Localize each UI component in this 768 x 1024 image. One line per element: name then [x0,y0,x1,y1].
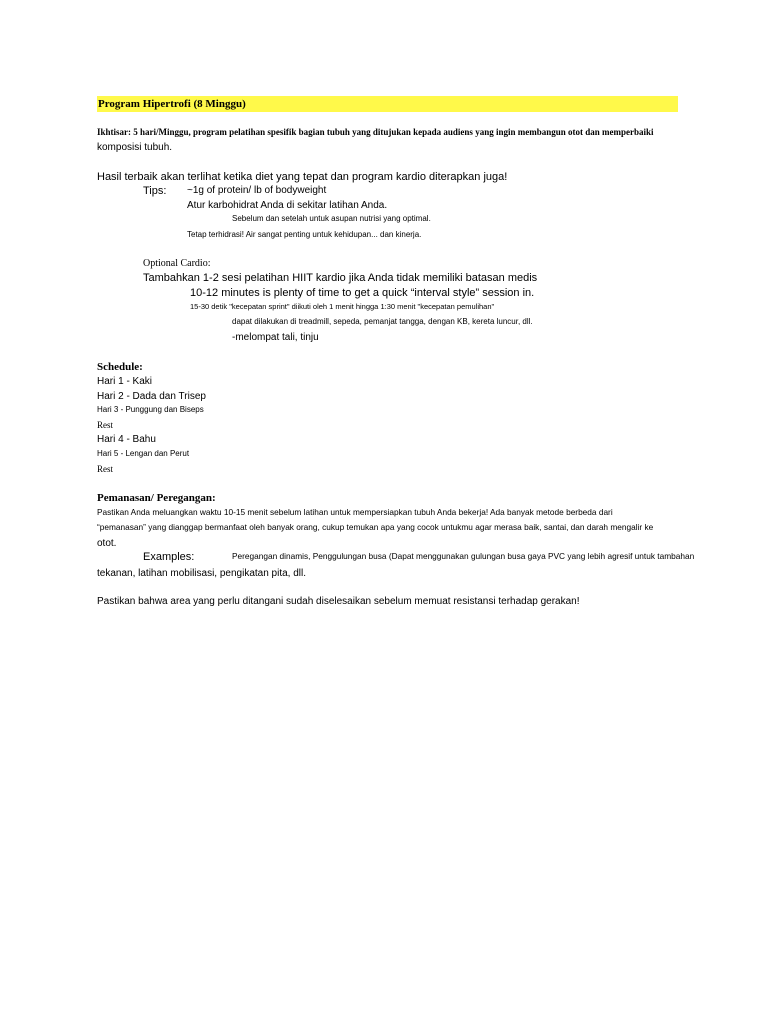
examples-label: Examples: [143,551,195,563]
cardio-line: 10-12 minutes is plenty of time to get a quick “interval style” session in. [190,287,535,299]
schedule-day: Hari 1 - Kaki [97,376,153,387]
cardio-line: dapat dilakukan di treadmill, sepeda, pemanjat tangga, dengan KB, kereta luncur, dll. [232,317,533,326]
cardio-line: 15-30 detik "kecepatan sprint" diikuti oleh 1 menit hingga 1:30 menit "kecepatan pemulihan" [190,302,495,311]
schedule-day: Hari 2 - Dada dan Trisep [97,391,206,402]
document-title: Program Hipertrofi (8 Minggu) [98,98,246,110]
schedule-day: Hari 4 - Bahu [97,434,156,445]
tip-item: ~1g of protein/ lb of bodyweight [187,185,327,196]
cardio-heading: Optional Cardio: [143,258,211,269]
title-highlight-bar [97,96,678,112]
overview-line-1: Ikhtisar: 5 hari/Minggu, program pelatihan spesifik bagian tubuh yang ditujukan kepada audiens yang ingin membangun otot dan memperbaiki [97,127,654,137]
tip-item: Sebelum dan setelah untuk asupan nutrisi yang optimal. [232,214,431,223]
schedule-day: Rest [97,420,114,430]
tips-label: Tips: [143,185,167,197]
schedule-day: Rest [97,464,114,474]
warmup-heading: Pemanasan/ Peregangan: [97,492,216,504]
cardio-line: Tambahkan 1-2 sesi pelatihan HIIT kardio jika Anda tidak memiliki batasan medis [143,272,538,284]
examples-line-1: Peregangan dinamis, Penggulungan busa (Dapat menggunakan gulungan busa gaya PVC yang lebih agresif untuk tambahan [232,551,695,561]
tip-item: Atur karbohidrat Anda di sekitar latihan Anda. [187,200,388,211]
warmup-paragraph-line: otot. [97,538,117,549]
warmup-paragraph-line: Pastikan Anda meluangkan waktu 10-15 menit sebelum latihan untuk mempersiapkan tubuh Anda bekerja! Ada banyak metode berbeda dari [97,507,613,517]
tip-item: Tetap terhidrasi! Air sangat penting untuk kehidupan... dan kinerja. [187,230,422,239]
schedule-day: Hari 3 - Punggung dan Biseps [97,405,204,414]
schedule-day: Hari 5 - Lengan dan Perut [97,449,190,458]
examples-line-2: tekanan, latihan mobilisasi, pengikatan pita, dll. [97,568,307,579]
overview-line-2: komposisi tubuh. [97,142,173,153]
result-note: Hasil terbaik akan terlihat ketika diet yang tepat dan program kardio diterapkan juga! [97,171,508,183]
warmup-paragraph-line: “pemanasan” yang dianggap bermanfaat oleh banyak orang, cukup temukan apa yang cocok untukmu agar merasa baik, santai, dan darah mengalir ke [97,522,654,532]
closing-note: Pastikan bahwa area yang perlu ditangani sudah diselesaikan sebelum memuat resistansi terhadap gerakan! [97,596,580,607]
cardio-line: -melompat tali, tinju [232,332,319,343]
schedule-heading: Schedule: [97,361,143,373]
